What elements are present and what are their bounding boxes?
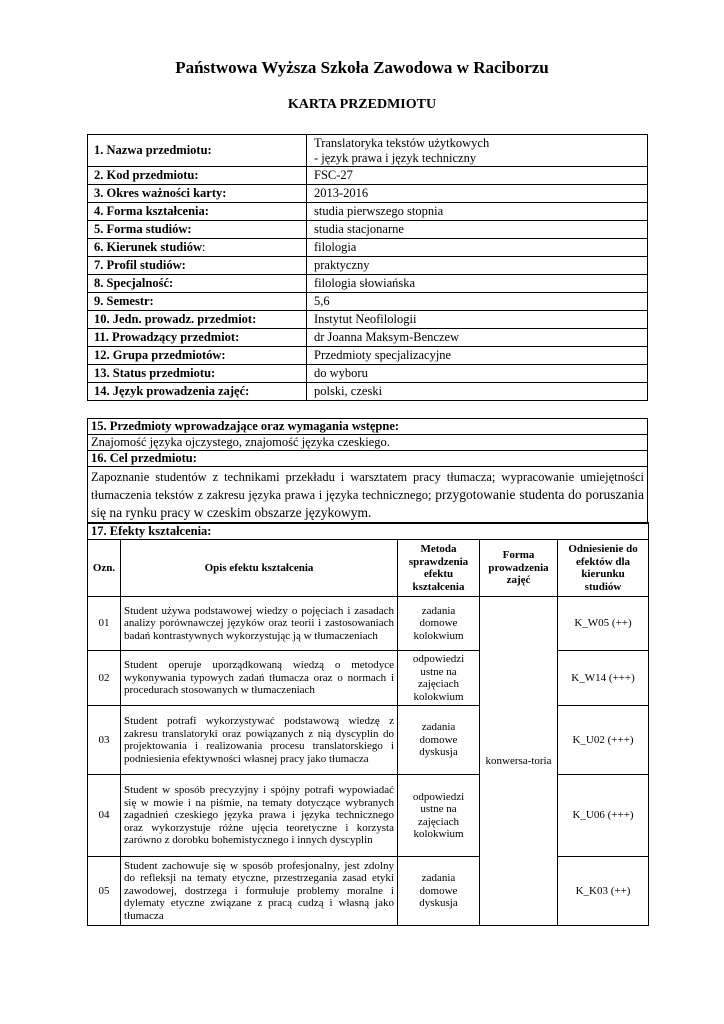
table-row (88, 451, 648, 467)
table-row (88, 311, 648, 329)
table-row (88, 651, 649, 706)
field-value: filologia (307, 239, 648, 257)
field-value: filologia słowiańska (307, 275, 648, 293)
course-name-line: - język prawa i język techniczny (314, 150, 477, 165)
table-row (88, 523, 649, 540)
section-17-heading: 17. Efekty kształcenia: (88, 523, 649, 540)
course-metadata-table (87, 134, 648, 401)
field-value: 2013-2016 (307, 185, 648, 203)
table-row (88, 365, 648, 383)
table-row (88, 329, 648, 347)
outcome-description: Student w sposób precyzyjny i spójny potrafi wypowiadać się w mowie i na piśmie, na tematy dotyczące wybranych zagadnień czeskiego języka prawa i języka technicznego oraz wykorzystuje różne ujęcia teoretyczne i korzysta zarówno z dorobku bohemistycznego i innych dyscyplin (121, 775, 398, 857)
field-value: 5,6 (307, 293, 648, 311)
field-label-suffix: : (202, 240, 206, 254)
field-label: 8. Specjalność: (88, 275, 307, 293)
table-row (88, 203, 648, 221)
field-label: 3. Okres ważności karty: (88, 185, 307, 203)
field-label: 14. Język prowadzenia zajęć: (88, 383, 307, 401)
table-row (88, 347, 648, 365)
outcome-code: 02 (88, 651, 121, 706)
section-16-heading: 16. Cel przedmiotu: (88, 451, 648, 467)
table-row (88, 275, 648, 293)
field-value: FSC-27 (307, 167, 648, 185)
table-row (88, 435, 648, 451)
field-label: 7. Profil studiów: (88, 257, 307, 275)
table-row (88, 706, 649, 775)
table-row (88, 419, 648, 435)
field-value: dr Joanna Maksym-Benczew (307, 329, 648, 347)
outcome-description: Student operuje uporządkowaną wiedzą o metodyce wykonywania typowych zadań tłumacza oraz o normach i procedurach stosowanych w tłumaczeniach (121, 651, 398, 706)
column-header-ozn: Ozn. (88, 540, 121, 597)
institution-title: Państwowa Wyższa Szkoła Zawodowa w Raciborzu (175, 58, 549, 77)
outcome-method: odpowiedzi ustne na zajęciach kolokwium (398, 775, 480, 857)
field-value: studia pierwszego stopnia (307, 203, 648, 221)
outcome-method: odpowiedzi ustne na zajęciach kolokwium (398, 651, 480, 706)
field-label: 13. Status przedmiotu: (88, 365, 307, 383)
table-row (88, 293, 648, 311)
course-goal-text: Zapoznanie studentów z technikami przekładu i warsztatem pracy tłumacza; wypracowanie umiejętności tłumaczenia tekstów z zakresu języka prawa i języka technicznego; (91, 470, 644, 502)
column-header-method: Metoda sprawdzenia efektu kształcenia (398, 540, 480, 597)
field-label: 9. Semestr: (88, 293, 307, 311)
outcome-code: 04 (88, 775, 121, 857)
field-value (307, 135, 648, 167)
outcome-reference: K_W14 (+++) (558, 651, 649, 706)
column-header-reference: Odniesienie do efektów dla kierunku studiów (558, 540, 649, 597)
course-name-line: Translatoryka tekstów użytkowych (314, 135, 490, 150)
outcome-reference: K_W05 (++) (558, 597, 649, 651)
field-label: 12. Grupa przedmiotów: (88, 347, 307, 365)
document-title: KARTA PRZEDMIOTU (287, 97, 437, 112)
table-row (88, 597, 649, 651)
column-header-form: Forma prowadzenia zajęć (480, 540, 558, 597)
field-value: praktyczny (307, 257, 648, 275)
outcome-code: 05 (88, 857, 121, 926)
field-label-text: 6. Kierunek studiów (94, 240, 203, 254)
table-row (88, 221, 648, 239)
table-row (88, 257, 648, 275)
table-row (88, 185, 648, 203)
field-value: studia stacjonarne (307, 221, 648, 239)
outcome-description: Student potrafi wykorzystywać podstawową wiedzę z zakresu translatoryki oraz powiązanych z nią dyscyplin do projektowania i realizowania procesu translatorskiego i podniesienia efektywności własnej pracy jako tłumacza (121, 706, 398, 775)
outcome-form: konwersa-toria (480, 597, 558, 926)
table-row (88, 775, 649, 857)
prerequisites-and-goals-table (87, 418, 648, 524)
section-15-text: Znajomość języka ojczystego, znajomość języka czeskiego. (88, 435, 648, 451)
outcome-description: Student używa podstawowej wiedzy o pojęciach i zasadach analizy porównawczej języków oraz teorii i zastosowaniach badań kontrastywnych wykorzystując ją w tłumaczeniach (121, 597, 398, 651)
field-value: do wyboru (307, 365, 648, 383)
table-row (88, 135, 648, 167)
field-label (88, 239, 307, 257)
field-value: Instytut Neofilologii (307, 311, 648, 329)
field-label: 1. Nazwa przedmiotu: (88, 135, 307, 167)
learning-outcomes-table (87, 522, 649, 926)
table-row (88, 467, 648, 524)
course-goal-text: przygotowanie studenta do poruszania się na rynku pracy w czeskim obszarze językowym. (91, 487, 644, 520)
outcome-code: 03 (88, 706, 121, 775)
outcome-method: zadania domowe dyskusja (398, 857, 480, 926)
outcome-method: zadania domowe kolokwium (398, 597, 480, 651)
column-header-description: Opis efektu kształcenia (121, 540, 398, 597)
field-label: 11. Prowadzący przedmiot: (88, 329, 307, 347)
outcome-description: Student zachowuje się w sposób profesjonalny, jest zdolny do refleksji na tematy etyczne, przestrzegania zasad etyki zawodowej, dostrzega i formułuje problemy moralne i dylematy etyczne związane z pracą cudzą i własną jako tłumacza (121, 857, 398, 926)
table-row (88, 167, 648, 185)
section-16-text (88, 467, 648, 524)
table-row (88, 239, 648, 257)
outcome-code: 01 (88, 597, 121, 651)
table-header-row (88, 540, 649, 597)
table-row (88, 383, 648, 401)
outcome-reference: K_U02 (+++) (558, 706, 649, 775)
outcome-reference: K_U06 (+++) (558, 775, 649, 857)
field-label: 10. Jedn. prowadz. przedmiot: (88, 311, 307, 329)
field-value: Przedmioty specjalizacyjne (307, 347, 648, 365)
field-label: 5. Forma studiów: (88, 221, 307, 239)
outcome-reference: K_K03 (++) (558, 857, 649, 926)
field-label: 4. Forma kształcenia: (88, 203, 307, 221)
outcome-method: zadania domowe dyskusja (398, 706, 480, 775)
field-value: polski, czeski (307, 383, 648, 401)
section-15-heading: 15. Przedmioty wprowadzające oraz wymagania wstępne: (88, 419, 648, 435)
table-row (88, 857, 649, 926)
field-label: 2. Kod przedmiotu: (88, 167, 307, 185)
